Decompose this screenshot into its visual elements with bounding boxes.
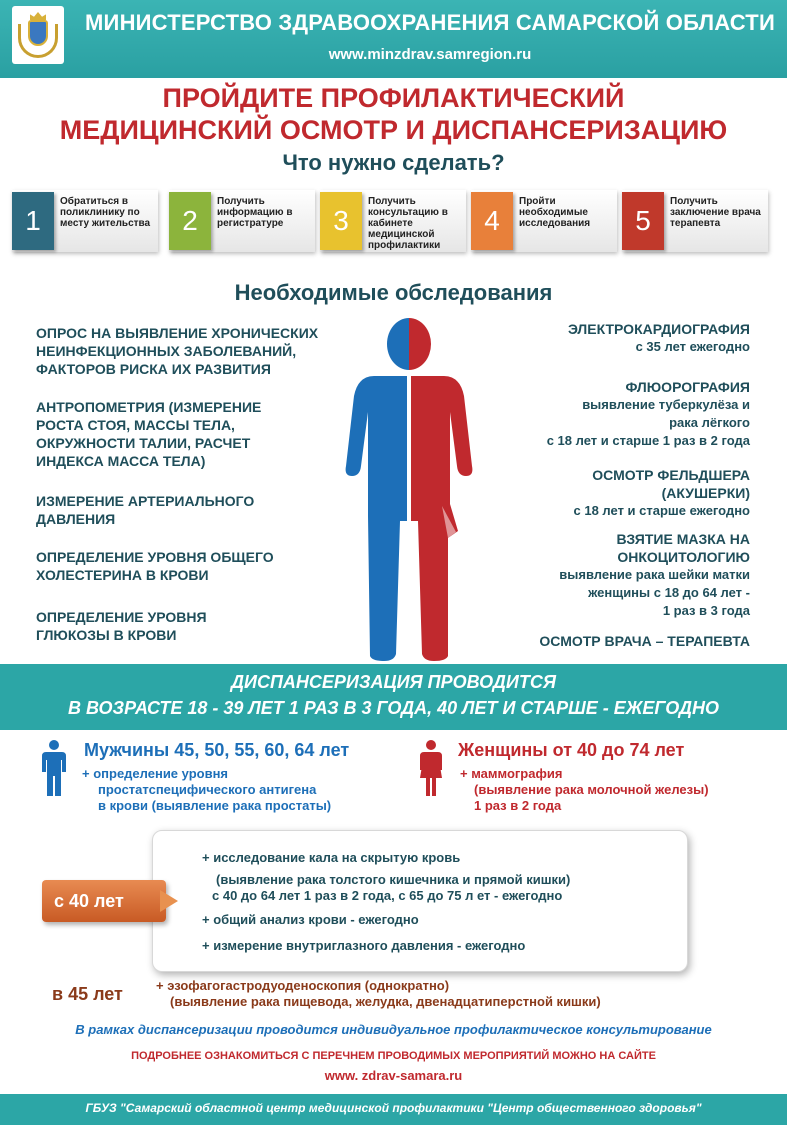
men-line: + определение уровня bbox=[82, 766, 229, 781]
age40-badge: с 40 лет bbox=[42, 880, 166, 922]
woman-icon bbox=[418, 740, 444, 796]
step-text: Получить консультацию в кабинете медицинской профилактики bbox=[368, 196, 448, 251]
age40-line: + измерение внутриглазного давления - ежегодно bbox=[202, 938, 526, 953]
exam-item bbox=[36, 608, 336, 644]
exam-line: ХОЛЕСТЕРИНА В КРОВИ bbox=[36, 567, 209, 583]
exam-title: ФЛЮОРОГРАФИЯ bbox=[625, 379, 750, 395]
men-line: в крови (выявление рака простаты) bbox=[98, 798, 332, 813]
exam-title: ЭЛЕКТРОКАРДИОГРАФИЯ bbox=[568, 321, 750, 337]
schedule-line-1: ДИСПАНСЕРИЗАЦИЯ ПРОВОДИТСЯ bbox=[231, 672, 556, 692]
step-number: 4 bbox=[471, 192, 513, 250]
arrow-right-icon bbox=[160, 890, 178, 912]
age40-line: + исследование кала на скрытую кровь bbox=[202, 850, 461, 865]
men-title: Мужчины 45, 50, 55, 60, 64 лет bbox=[84, 740, 350, 760]
age45-line: + эзофагогастродуоденоскопия (однократно) bbox=[156, 978, 450, 993]
exam-line: ОПРОС НА ВЫЯВЛЕНИЕ ХРОНИЧЕСКИХ bbox=[36, 325, 319, 341]
step-card bbox=[622, 190, 768, 252]
consulting-note: В рамках диспансеризации проводится индивидуальное профилактическое консультирование bbox=[75, 1022, 712, 1037]
step-text: Получить информацию в регистратуре bbox=[217, 196, 293, 229]
exam-item bbox=[36, 324, 336, 378]
exam-sub: с 18 лет и старше ежегодно bbox=[573, 503, 750, 518]
exam-line: АНТРОПОМЕТРИЯ (ИЗМЕРЕНИЕ bbox=[36, 399, 262, 415]
exam-sub: с 18 лет и старше 1 раз в 2 года bbox=[546, 433, 750, 448]
ministry-website-link[interactable]: www.minzdrav.samregion.ru bbox=[328, 46, 532, 63]
title-line-2: МЕДИЦИНСКИЙ ОСМОТР И ДИСПАНСЕРИЗАЦИЮ bbox=[59, 115, 728, 145]
step-number: 1 bbox=[12, 192, 54, 250]
exam-feldsher bbox=[470, 466, 750, 520]
title-line-1: ПРОЙДИТЕ ПРОФИЛАКТИЧЕСКИЙ bbox=[162, 83, 625, 113]
exam-title: ОСМОТР ВРАЧА – ТЕРАПЕВТА bbox=[539, 633, 750, 649]
men-line: простатспецифического антигена bbox=[98, 782, 317, 797]
exam-title: ОСМОТР ФЕЛЬДШЕРА bbox=[592, 467, 750, 483]
exam-sub: выявление туберкулёза и bbox=[582, 397, 750, 412]
page-title bbox=[0, 82, 787, 146]
age40-line: + общий анализ крови - ежегодно bbox=[202, 912, 419, 927]
step-number: 2 bbox=[169, 192, 211, 250]
exam-title: ВЗЯТИЕ МАЗКА НА bbox=[616, 531, 750, 547]
age40-line: (выявление рака толстого кишечника и прямой кишки) bbox=[216, 872, 571, 887]
exam-ecg bbox=[470, 320, 750, 356]
exam-line: ДАВЛЕНИЯ bbox=[36, 511, 116, 527]
man-icon bbox=[42, 740, 66, 796]
step-text: Получить заключение врача терапевта bbox=[670, 196, 761, 229]
footer-text: ГБУЗ "Самарский областной центр медицинской профилактики "Центр общественного здоровья" bbox=[85, 1101, 702, 1115]
exam-item bbox=[36, 548, 336, 584]
exam-line: ФАКТОРОВ РИСКА ИХ РАЗВИТИЯ bbox=[36, 361, 271, 377]
exam-title: ОНКОЦИТОЛОГИЮ bbox=[617, 549, 750, 565]
human-figure-icon bbox=[344, 316, 474, 661]
exam-sub: выявление рака шейки матки bbox=[559, 567, 750, 582]
exam-sub: женщины с 18 до 64 лет - bbox=[588, 585, 750, 600]
steps-row bbox=[12, 190, 778, 256]
ministry-name: МИНИСТЕРСТВО ЗДРАВООХРАНЕНИЯ САМАРСКОЙ ОБЛАСТИ bbox=[85, 10, 775, 35]
step-text: Пройти необходимые исследования bbox=[519, 196, 591, 229]
exam-line: ИНДЕКСА МАССА ТЕЛА) bbox=[36, 453, 206, 469]
exam-item bbox=[36, 492, 336, 528]
step-card bbox=[320, 190, 466, 252]
step-card bbox=[169, 190, 315, 252]
women-line: (выявление рака молочной железы) bbox=[474, 782, 709, 797]
exam-line: ГЛЮКОЗЫ В КРОВИ bbox=[36, 627, 177, 643]
exam-line: НЕИНФЕКЦИОННЫХ ЗАБОЛЕВАНИЙ, bbox=[36, 343, 297, 359]
exams-heading: Необходимые обследования bbox=[234, 280, 553, 305]
step-text: Обратиться в поликлинику по месту жительства bbox=[60, 196, 151, 229]
exam-line: ИЗМЕРЕНИЕ АРТЕРИАЛЬНОГО bbox=[36, 493, 255, 509]
exam-item bbox=[36, 398, 336, 470]
more-info-note: ПОДРОБНЕЕ ОЗНАКОМИТЬСЯ С ПЕРЕЧНЕМ ПРОВОДИМЫХ МЕРОПРИЯТИЙ МОЖНО НА САЙТЕ bbox=[131, 1050, 656, 1062]
step-card bbox=[471, 190, 617, 252]
exam-line: ОКРУЖНОСТИ ТАЛИИ, РАСЧЕТ bbox=[36, 435, 251, 451]
what-to-do-heading: Что нужно сделать? bbox=[282, 150, 505, 175]
age45-badge: в 45 лет bbox=[52, 984, 123, 1004]
exam-line: РОСТА СТОЯ, МАССЫ ТЕЛА, bbox=[36, 417, 235, 433]
exam-sub: с 35 лет ежегодно bbox=[635, 339, 750, 354]
exam-therapist bbox=[470, 632, 750, 650]
exam-smear bbox=[470, 530, 750, 620]
exam-fluorography bbox=[470, 378, 750, 450]
age45-line: (выявление рака пищевода, желудка, двенадцатиперстной кишки) bbox=[170, 994, 601, 1009]
age40-line: с 40 до 64 лет 1 раз в 2 года, с 65 до 75 л ет - ежегодно bbox=[212, 888, 563, 903]
exam-line: ОПРЕДЕЛЕНИЕ УРОВНЯ ОБЩЕГО bbox=[36, 549, 274, 565]
women-title: Женщины от 40 до 74 лет bbox=[458, 740, 685, 760]
step-card bbox=[12, 190, 158, 252]
zdrav-website-link[interactable]: www. zdrav-samara.ru bbox=[324, 1068, 463, 1083]
exam-line: ОПРЕДЕЛЕНИЕ УРОВНЯ bbox=[36, 609, 207, 625]
step-number: 5 bbox=[622, 192, 664, 250]
exam-sub: рака лёгкого bbox=[669, 415, 750, 430]
exam-title: (АКУШЕРКИ) bbox=[661, 485, 750, 501]
exam-sub: 1 раз в 3 года bbox=[662, 603, 750, 618]
coat-of-arms-icon bbox=[12, 6, 64, 64]
schedule-line-2: В ВОЗРАСТЕ 18 - 39 ЛЕТ 1 РАЗ В 3 ГОДА, 40 ЛЕТ И СТАРШЕ - ЕЖЕГОДНО bbox=[67, 698, 720, 718]
women-line: 1 раз в 2 года bbox=[474, 798, 562, 813]
step-number: 3 bbox=[320, 192, 362, 250]
women-line: + маммография bbox=[460, 766, 563, 781]
